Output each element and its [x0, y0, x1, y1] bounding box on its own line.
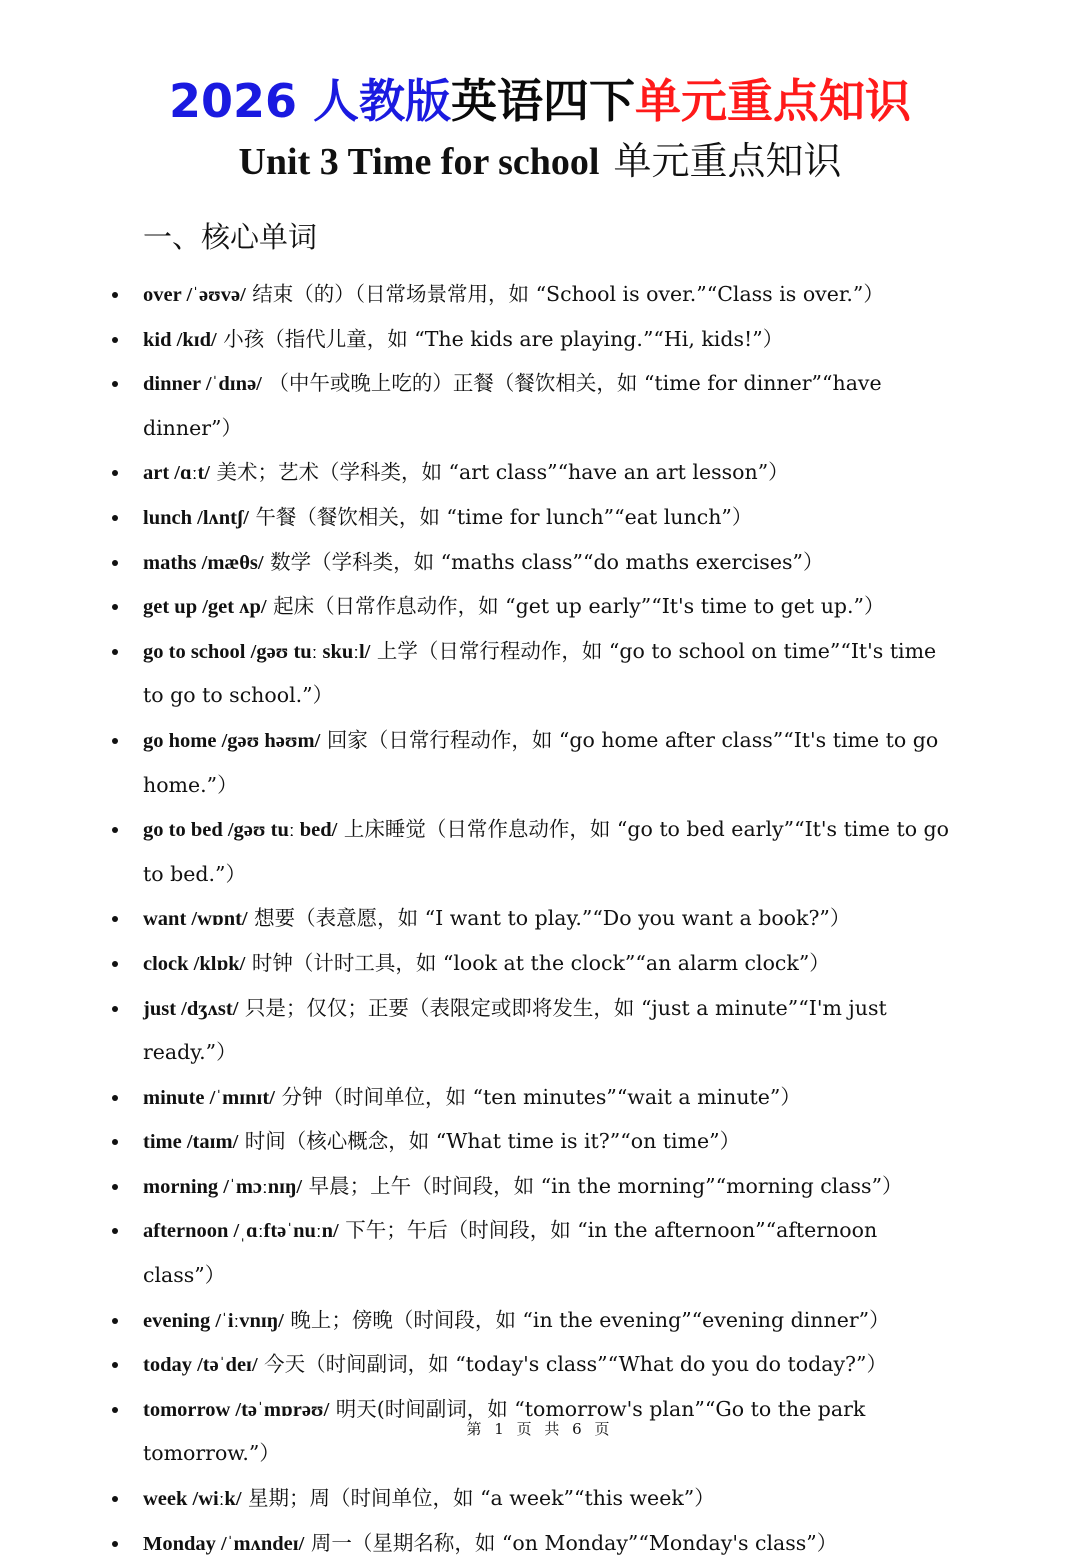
vocab-item: [0, 1299, 1080, 1344]
vocab-definition: 时钟（计时工具，如 “look at the clock”“an alarm clock”）: [245, 950, 830, 975]
vocab-definition: 午餐（餐饮相关，如 “time for lunch”“eat lunch”）: [248, 504, 753, 529]
vocab-item: [0, 1120, 1080, 1165]
vocab-item: [0, 362, 1080, 451]
vocab-definition: 上床睡觉（日常作息动作，如 “go to bed early”“It's time to go to bed.”）: [143, 817, 950, 886]
vocab-item: [0, 808, 1080, 897]
vocab-word: go to bed /gəʊ tuː bed/: [143, 819, 338, 842]
vocab-definition: （中午或晚上吃的）正餐（餐饮相关，如 “time for dinner”“have dinner”）: [143, 371, 882, 440]
vocab-word: go home /gəʊ həʊm/: [143, 729, 321, 752]
vocab-word: Monday /ˈmʌndeɪ/: [143, 1532, 305, 1555]
vocab-definition: 周一（星期名称，如 “on Monday”“Monday's class”）: [304, 1530, 838, 1555]
vocab-item: [0, 318, 1080, 363]
vocab-definition: 上学（日常行程动作，如 “go to school on time”“It's time to go to school.”）: [143, 638, 937, 708]
vocab-item: [0, 942, 1080, 987]
vocab-definition: 明天(时间副词，如 “tomorrow's plan”“Go to the park tomorrow.”）: [143, 1396, 866, 1466]
vocab-item: [0, 987, 1080, 1076]
vocab-definition: 只是；仅仅；正要（表限定或即将发生，如 “just a minute”“I'm just ready.”）: [143, 995, 887, 1065]
vocab-item: [0, 897, 1080, 942]
page-subtitle: [0, 136, 1080, 187]
vocab-word: just /dʒʌst/: [143, 997, 239, 1020]
vocab-item: [0, 630, 1080, 719]
vocab-item: [0, 1522, 1080, 1566]
vocab-definition: 晚上；傍晚（时间段，如 “in the evening”“evening dinner”）: [283, 1307, 890, 1332]
vocab-definition: 星期；周（时间单位，如 “a week”“this week”）: [241, 1486, 715, 1511]
vocab-definition: 下午；午后（时间段，如 “in the afternoon”“afternoon class”）: [143, 1218, 878, 1288]
vocab-definition: 数学（学科类，如 “maths class”“do maths exercises”）: [263, 549, 824, 574]
vocab-word: maths /mæθs/: [143, 551, 264, 574]
vocab-word: kid /kɪd/: [143, 328, 217, 351]
vocab-definition: 小孩（指代儿童，如 “The kids are playing.”“Hi, kids!”）: [216, 326, 784, 351]
vocab-word: lunch /lʌntʃ/: [143, 506, 249, 529]
vocab-definition: 想要（表意愿，如 “I want to play.”“Do you want a book?”）: [247, 906, 851, 931]
vocab-word: tomorrow /təˈmɒrəʊ/: [143, 1398, 330, 1421]
vocab-word: dinner /ˈdɪnə/: [143, 373, 262, 396]
vocab-item: [0, 496, 1080, 541]
vocab-item: [0, 1343, 1080, 1388]
vocab-item: [0, 1165, 1080, 1210]
vocab-item: [0, 719, 1080, 808]
vocab-word: today /təˈdeɪ/: [143, 1354, 258, 1377]
vocab-definition: 起床（日常作息动作，如 “get up early”“It's time to get up.”）: [266, 594, 885, 619]
vocab-definition: 早晨；上午（时间段，如 “in the morning”“morning class”）: [302, 1173, 903, 1198]
vocab-item: [0, 451, 1080, 496]
vocab-item: [0, 541, 1080, 586]
vocab-item: [0, 273, 1080, 318]
vocab-word: morning /ˈmɔːnɪŋ/: [143, 1175, 303, 1198]
vocab-word: minute /ˈmɪnɪt/: [143, 1086, 275, 1109]
vocab-item: [0, 1076, 1080, 1121]
vocab-word: over /ˈəʊvə/: [143, 284, 246, 306]
vocab-word: clock /klɒk/: [143, 952, 246, 975]
section-heading: 一、核心单词: [143, 220, 318, 254]
vocab-word: evening /ˈiːvnɪŋ/: [143, 1309, 284, 1332]
vocab-definition: 分钟（时间单位，如 “ten minutes”“wait a minute”）: [274, 1084, 801, 1109]
vocab-item: [0, 585, 1080, 630]
vocab-definition: 今天（时间副词，如 “today's class”“What do you do today?”）: [257, 1352, 888, 1377]
vocab-item: [0, 1209, 1080, 1298]
vocab-word: afternoon /ˌɑːftəˈnuːn/: [143, 1220, 339, 1243]
subtitle-english: Unit 3 Time for school: [238, 141, 600, 183]
page-number: 第 1 页 共 6 页: [466, 1420, 614, 1438]
vocab-word: time /taɪm/: [143, 1131, 239, 1154]
page-title: [0, 72, 1080, 130]
title-part-3: 单元重点知识: [635, 74, 912, 128]
title-part-2: 英语四下: [451, 74, 636, 128]
vocab-definition: 美术；艺术（学科类，如 “art class”“have an art lesson”）: [210, 460, 789, 485]
vocab-definition: 回家（日常行程动作，如 “go home after class”“It's time to go home.”）: [143, 727, 939, 797]
vocab-definition: 结束（的）（日常场景常用，如 “School is over.”“Class is over.”）: [245, 282, 884, 306]
subtitle-chinese: 单元重点知识: [613, 139, 842, 183]
vocab-word: get up /get ʌp/: [143, 596, 267, 619]
vocab-word: week /wiːk/: [143, 1488, 242, 1511]
vocab-word: go to school /gəʊ tuː skuːl/: [143, 640, 371, 663]
vocab-word: want /wɒnt/: [143, 908, 248, 931]
title-part-1: 2026 人教版: [168, 74, 452, 128]
vocab-word: art /ɑːt/: [143, 462, 210, 485]
vocab-list: [0, 273, 1080, 1566]
vocab-definition: 时间（核心概念，如 “What time is it?”“on time”）: [238, 1129, 741, 1154]
vocab-item: [0, 1477, 1080, 1522]
